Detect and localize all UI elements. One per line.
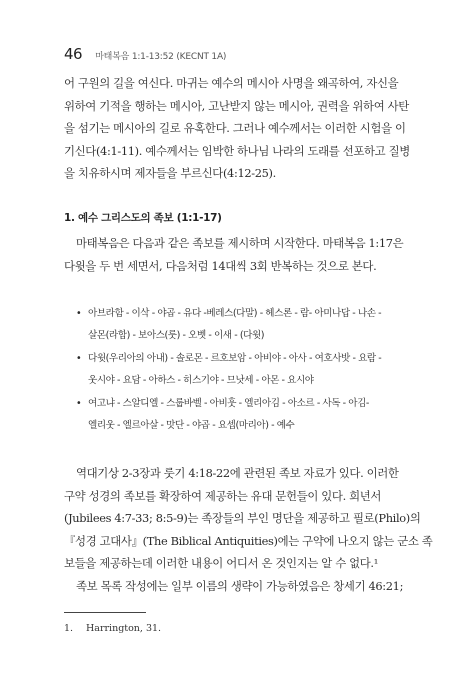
intro-paragraph	[64, 72, 409, 185]
closing-paragraph	[64, 462, 433, 597]
text-line: 족보 목록 작성에는 일부 이름의 생략이 가능하였음은 창세기 46:21;	[76, 578, 404, 593]
list-item	[76, 303, 411, 346]
text-line: 구약 성경의 족보를 확장하여 제공하는 유대 문헌들이 있다. 희년서	[64, 488, 382, 503]
footnote-divider	[64, 612, 146, 613]
text-line: 보들을 제공하는데 이러한 내용이 어디서 온 것인지는 알 수 없다.¹	[64, 556, 378, 570]
text-line: 다윗을 두 번 세면서, 다음처럼 14대씩 3회 반복하는 것으로 본다.	[64, 258, 377, 273]
bullet-marker: •	[76, 308, 82, 319]
bullet-marker: •	[76, 398, 82, 409]
running-title: 마태복음 1:1-13:52 (KECNT 1A)	[95, 52, 227, 62]
list-item-line: 아브라함 - 이삭 - 야곱 - 유다 -베레스(다말) - 헤스론 - 람- 아미나답 - 나손 -	[88, 308, 382, 319]
page-header	[64, 44, 226, 63]
list-item-line: 살몬(라합) - 보아스(룻) - 오벳 - 이새 - (다윗)	[88, 329, 265, 341]
section-heading: 1. 예수 그리스도의 족보 (1:1-17)	[64, 212, 222, 224]
list-item-line: 여고냐 - 스알디엘 - 스룹바벨 - 아비훗 - 엘리아김 - 아소르 - 사독 - 아김-	[88, 398, 369, 409]
text-line: 을 섬기는 메시아의 길로 유혹한다. 그러나 예수께서는 이러한 시험을 이	[64, 121, 406, 135]
text-line: 위하여 기적을 행하는 메시아, 고난받지 않는 메시아, 권력을 위하여 사탄	[64, 98, 409, 113]
footnote-text: Harrington, 31.	[86, 623, 162, 634]
footnote	[64, 623, 161, 634]
text-line: 『성경 고대사』(The Biblical Antiquities)에는 구약에 나오지 않는 군소 족	[64, 533, 433, 548]
bullet-marker: •	[76, 353, 82, 364]
text-line: 마태복음은 다음과 같은 족보를 제시하며 시작한다. 마태복음 1:17은	[76, 236, 404, 250]
genealogy-list	[76, 303, 411, 436]
list-item	[76, 348, 411, 391]
footnote-number: 1.	[64, 623, 74, 634]
text-line: 어 구원의 길을 여신다. 마귀는 예수의 메시아 사명을 왜곡하여, 자신을	[64, 76, 399, 90]
list-item	[76, 393, 411, 436]
list-item-line: 다윗(우리아의 아내) - 솔로몬 - 르호보암 - 아비야 - 아사 - 여호사밧 - 요람 -	[88, 353, 382, 364]
text-line: 역대기상 2-3장과 룻기 4:18-22에 관련된 족보 자료가 있다. 이러한	[76, 466, 399, 480]
text-line: 을 치유하시며 제자들을 부르신다(4:12-25).	[64, 166, 276, 180]
text-line: (Jubilees 4:7-33; 8:5-9)는 족장들의 부인 명단을 제공하고 필로(Philo)의	[64, 511, 421, 525]
page-number: 46	[64, 45, 83, 63]
section-intro-paragraph	[64, 232, 409, 277]
list-item-line: 웃시야 - 요담 - 아하스 - 히스기야 - 므낫세 - 아몬 - 요시야	[88, 374, 314, 386]
list-item-line: 엘리웃 - 엘르아살 - 맛단 - 야곱 - 요셉(마리아) - 예수	[88, 419, 295, 431]
text-line: 기신다(4:1-11). 예수께서는 임박한 하나님 나라의 도래를 선포하고 질병	[64, 143, 410, 158]
